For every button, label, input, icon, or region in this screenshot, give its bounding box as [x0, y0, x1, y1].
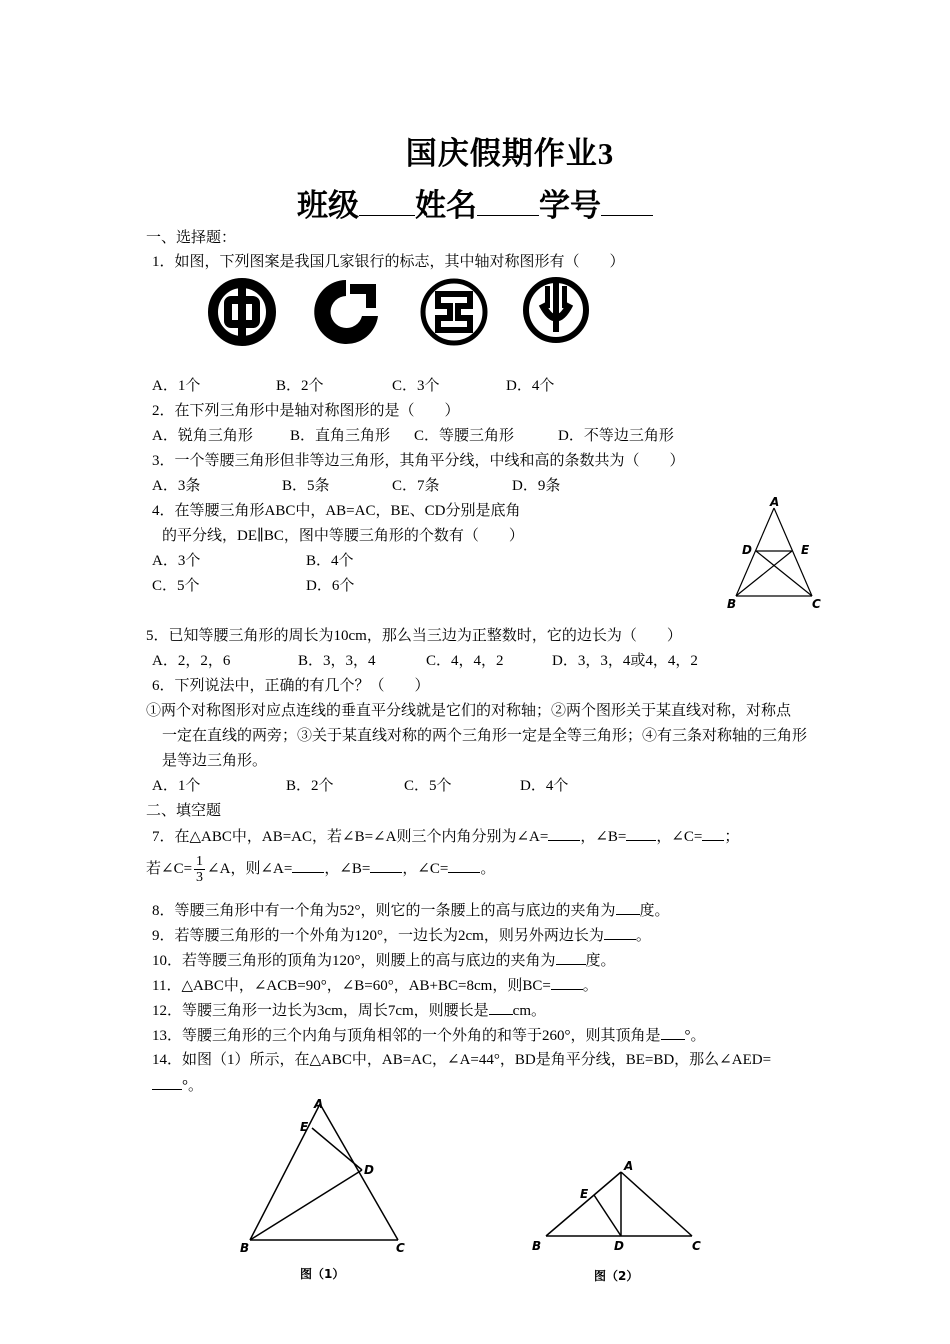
- q6-option-a[interactable]: A．1个: [152, 778, 201, 794]
- q1-option-a[interactable]: A．1个: [152, 378, 201, 394]
- q5-option-b[interactable]: B．3，3，4: [298, 653, 376, 669]
- q7-part4: ；: [724, 829, 740, 845]
- q2-option-a[interactable]: A．锐角三角形: [152, 428, 253, 444]
- q8-blank[interactable]: [616, 900, 640, 915]
- q3-option-b[interactable]: B．5条: [282, 478, 330, 494]
- q8-unit: 度。: [639, 903, 670, 919]
- name-label: 姓名: [415, 188, 477, 223]
- name-blank[interactable]: [477, 193, 539, 216]
- q12-text: 12．等腰三角形一边长为3cm，周长7cm，则腰长是: [152, 1003, 489, 1019]
- q3-option-c[interactable]: C．7条: [392, 478, 440, 494]
- q4-label-a: A: [770, 495, 780, 509]
- q8: [152, 900, 670, 921]
- q7-part8: ，∠C=: [402, 861, 449, 877]
- q12-blank[interactable]: [489, 1000, 513, 1015]
- section-heading-fill: 二、填空题: [146, 803, 222, 819]
- q7-blank-c[interactable]: [702, 826, 724, 841]
- q9-blank[interactable]: [604, 925, 636, 940]
- q2-option-c[interactable]: C．等腰三角形: [414, 428, 515, 444]
- q7-blank-d[interactable]: [292, 858, 324, 873]
- q5-option-c[interactable]: C．4，4，2: [426, 653, 504, 669]
- q4-option-a[interactable]: A．3个: [152, 553, 201, 569]
- q2-option-b[interactable]: B．直角三角形: [290, 428, 391, 444]
- q1-option-c[interactable]: C．3个: [392, 378, 440, 394]
- id-label: 学号: [539, 188, 601, 223]
- bank-of-china-logo-icon: [206, 276, 278, 348]
- q10: [152, 950, 616, 971]
- fig2-label-a: A: [624, 1159, 634, 1173]
- q14-blank[interactable]: [152, 1075, 182, 1090]
- construction-bank-logo-icon: [310, 276, 382, 348]
- q9-end: 。: [635, 928, 651, 944]
- q14-unit: °。: [182, 1078, 203, 1094]
- q7-part2: ，∠B=: [580, 829, 627, 845]
- q8-text: 8．等腰三角形中有一个角为52°，则它的一条腰上的高与底边的夹角为: [152, 903, 616, 919]
- figure-2-triangle: [528, 1154, 718, 1284]
- figure-1-triangle: [236, 1096, 426, 1286]
- q7-blank-e[interactable]: [370, 858, 402, 873]
- q3-option-a[interactable]: A．3条: [152, 478, 201, 494]
- figure-2-caption: 图（2）: [594, 1269, 639, 1283]
- q14-line1: 14．如图（1）所示，在△ABC中，AB=AC，∠A=44°，BD是角平分线，BE=BD，那么∠AED=: [152, 1052, 772, 1068]
- q7-blank-b[interactable]: [626, 826, 656, 841]
- q7-frac-num: 1: [196, 854, 204, 870]
- q13: [152, 1025, 706, 1046]
- q7-part9: 。: [480, 861, 496, 877]
- q7-blank-f[interactable]: [448, 858, 480, 873]
- fig2-label-b: B: [532, 1239, 542, 1253]
- q4-label-d: D: [742, 543, 752, 557]
- q4-option-c[interactable]: C．5个: [152, 578, 200, 594]
- q4-label-e: E: [801, 543, 810, 557]
- q11-end: 。: [582, 978, 598, 994]
- q10-unit: 度。: [585, 953, 616, 969]
- page-title: 国庆假期作业3: [405, 136, 615, 171]
- q6-text: 6．下列说法中，正确的有几个？（ ）: [152, 678, 430, 694]
- q5-text: 5．已知等腰三角形的周长为10cm，那么当三边为正整数时，它的边长为（ ）: [146, 628, 682, 644]
- q6-statement-line2: 一定在直线的两旁；③关于某直线对称的两个三角形一定是全等三角形；④有三条对称轴的三角形: [162, 728, 808, 744]
- class-blank[interactable]: [359, 193, 415, 216]
- q13-unit: °。: [684, 1028, 706, 1044]
- student-info-line: [0, 180, 950, 225]
- q6-option-d[interactable]: D．4个: [520, 778, 569, 794]
- q7-line1: [152, 826, 739, 847]
- q9: [152, 925, 651, 946]
- id-blank[interactable]: [601, 193, 653, 216]
- q1-text: 1．如图，下列图案是我国几家银行的标志，其中轴对称图形有（ ）: [152, 254, 625, 270]
- fig2-label-e: E: [580, 1187, 589, 1201]
- fig1-label-a: A: [314, 1097, 324, 1111]
- q1-option-d[interactable]: D．4个: [506, 378, 555, 394]
- fig1-label-d: D: [364, 1163, 374, 1177]
- q12: [152, 1000, 546, 1021]
- q6-statement-line1: ①两个对称图形对应点连线的垂直平分线就是它们的对称轴；②两个图形关于某直线对称，对称点: [146, 703, 792, 719]
- q4-text-line1: 4．在等腰三角形ABC中，AB=AC，BE、CD分别是底角: [152, 503, 521, 519]
- q7-part5: 若∠C=: [146, 861, 193, 877]
- q4-option-d[interactable]: D．6个: [306, 578, 355, 594]
- q2-text: 2．在下列三角形中是轴对称图形的是（ ）: [152, 403, 460, 419]
- q6-statement-line3: 是等边三角形。: [162, 753, 268, 769]
- q11: [152, 975, 598, 996]
- agricultural-bank-logo-icon: [520, 274, 592, 346]
- q4-triangle-figure: [724, 496, 834, 614]
- fig1-label-b: B: [240, 1241, 250, 1255]
- q13-text: 13．等腰三角形的三个内角与顶角相邻的一个外角的和等于260°，则其顶角是: [152, 1028, 661, 1044]
- q4-option-b[interactable]: B．4个: [306, 553, 354, 569]
- q2-option-d[interactable]: D．不等边三角形: [558, 428, 674, 444]
- q7-frac-den: 3: [196, 870, 204, 886]
- fig2-label-c: C: [692, 1239, 701, 1253]
- q7-part6: ∠A，则∠A=: [207, 861, 293, 877]
- fig1-label-e: E: [300, 1120, 309, 1134]
- q5-option-d[interactable]: D．3，3，4或4，4，2: [552, 653, 698, 669]
- q3-text: 3．一个等腰三角形但非等边三角形，其角平分线，中线和高的条数共为（ ）: [152, 453, 685, 469]
- q7-part1: 7．在△ABC中，AB=AC，若∠B=∠A则三个内角分别为∠A=: [152, 829, 549, 845]
- figure-1-caption: 图（1）: [300, 1267, 345, 1281]
- q7-part3: ，∠C=: [656, 829, 703, 845]
- q14-line2: [152, 1075, 203, 1096]
- q11-text: 11．△ABC中，∠ACB=90°，∠B=60°，AB+BC=8cm，则BC=: [152, 978, 551, 994]
- q10-text: 10．若等腰三角形的顶角为120°，则腰上的高与底边的夹角为: [152, 953, 556, 969]
- class-label: 班级: [297, 188, 359, 223]
- q7-fraction: [194, 854, 205, 885]
- q13-blank[interactable]: [661, 1025, 685, 1040]
- q6-option-c[interactable]: C．5个: [404, 778, 452, 794]
- section-heading-choice: 一、选择题：: [146, 230, 237, 246]
- q7-part7: ，∠B=: [324, 861, 371, 877]
- q12-unit: cm。: [512, 1003, 546, 1019]
- q5-option-a[interactable]: A．2，2，6: [152, 653, 231, 669]
- q1-option-b[interactable]: B．2个: [276, 378, 324, 394]
- q11-blank[interactable]: [551, 975, 583, 990]
- q10-blank[interactable]: [556, 950, 586, 965]
- q9-text: 9．若等腰三角形的一个外角为120°，一边长为2cm，则另外两边长为: [152, 928, 604, 944]
- q4-label-b: B: [727, 597, 737, 611]
- q3-option-d[interactable]: D．9条: [512, 478, 561, 494]
- fig2-label-d: D: [614, 1239, 624, 1253]
- industrial-commercial-bank-logo-icon: [418, 276, 490, 348]
- q7-line2: [146, 854, 495, 885]
- fig1-label-c: C: [396, 1241, 405, 1255]
- q7-blank-a[interactable]: [548, 826, 580, 841]
- q6-option-b[interactable]: B．2个: [286, 778, 334, 794]
- q4-text-line2: 的平分线，DE∥BC，图中等腰三角形的个数有（ ）: [162, 528, 524, 544]
- q4-label-c: C: [812, 597, 821, 611]
